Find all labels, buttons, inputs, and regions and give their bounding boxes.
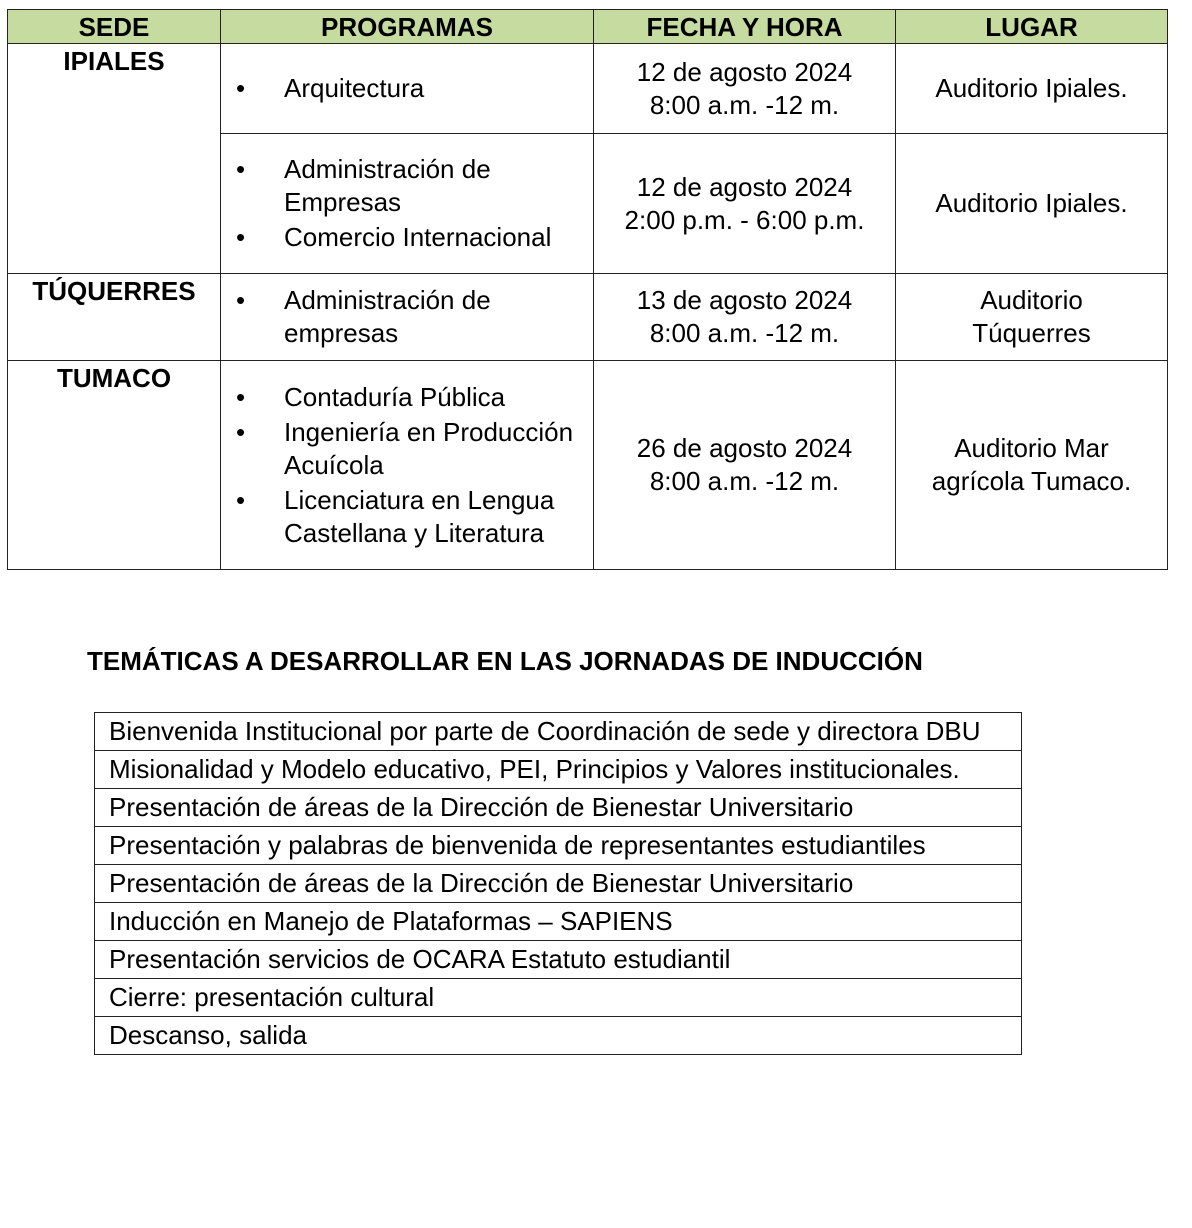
place-cell <box>896 44 1168 134</box>
programs-list <box>221 153 593 254</box>
sede-name: TUMACO <box>56 363 172 393</box>
program-item: • Arquitectura <box>221 72 593 105</box>
time-text: 8:00 a.m. -12 m. <box>649 89 840 120</box>
table-row <box>95 789 1022 827</box>
topic-item: Inducción en Manejo de Plataformas – SAPIENS <box>95 903 1022 941</box>
time-text: 8:00 a.m. -12 m. <box>649 318 840 348</box>
programs-list <box>221 381 593 550</box>
topic-item: Misionalidad y Modelo educativo, PEI, Principios y Valores institucionales. <box>95 751 1022 789</box>
table-row <box>8 361 1168 570</box>
header-programas: PROGRAMAS <box>221 10 594 44</box>
header-lugar: LUGAR <box>896 10 1168 44</box>
program-item: • Comercio Internacional <box>221 221 593 254</box>
place-text: Auditorio Ipiales. <box>935 188 1128 218</box>
sede-cell <box>8 274 221 361</box>
topics-table <box>94 712 1022 1055</box>
place-cell <box>896 274 1168 361</box>
table-row <box>8 44 1168 134</box>
table-row <box>95 941 1022 979</box>
place-text: Auditorio Mar <box>954 433 1109 463</box>
programs-cell <box>221 274 594 361</box>
table-row <box>95 979 1022 1017</box>
sede-name: TÚQUERRES <box>32 276 196 306</box>
date-text: 12 de agosto 2024 <box>636 171 853 202</box>
date-text: 12 de agosto 2024 <box>636 56 853 87</box>
topic-item: Presentación y palabras de bienvenida de representantes estudiantiles <box>95 827 1022 865</box>
table-row <box>95 827 1022 865</box>
time-text: 8:00 a.m. -12 m. <box>649 466 840 496</box>
header-sede: SEDE <box>8 10 221 44</box>
place-text: Auditorio <box>980 285 1083 315</box>
program-item: • Administración de Empresas <box>221 153 593 219</box>
programs-cell <box>221 361 594 570</box>
program-item: • Administración de empresas <box>221 284 593 350</box>
schedule-table <box>7 9 1168 570</box>
table-row <box>95 751 1022 789</box>
table-row <box>8 274 1168 361</box>
sede-name: IPIALES <box>63 46 165 76</box>
program-item: • Contaduría Pública <box>221 381 593 414</box>
date-time-cell <box>594 361 896 570</box>
table-row <box>95 713 1022 751</box>
topic-item: Presentación de áreas de la Dirección de Bienestar Universitario <box>95 865 1022 903</box>
topic-item: Presentación de áreas de la Dirección de Bienestar Universitario <box>95 789 1022 827</box>
date-text: 13 de agosto 2024 <box>636 285 853 315</box>
program-item: • Ingeniería en Producción Acuícola <box>221 416 593 482</box>
sede-cell <box>8 44 221 274</box>
sede-cell <box>8 361 221 570</box>
topic-item: Bienvenida Institucional por parte de Coordinación de sede y directora DBU <box>95 713 1022 751</box>
topic-item: Presentación servicios de OCARA Estatuto estudiantil <box>95 941 1022 979</box>
place-text: agrícola Tumaco. <box>931 466 1132 496</box>
topic-item: Cierre: presentación cultural <box>95 979 1022 1017</box>
programs-cell <box>221 134 594 274</box>
schedule-header-row <box>8 10 1168 44</box>
date-time-cell <box>594 274 896 361</box>
programs-list <box>221 72 593 105</box>
program-item: • Licenciatura en Lengua Castellana y Literatura <box>221 484 593 550</box>
topic-item: Descanso, salida <box>95 1017 1022 1055</box>
date-time-cell <box>594 134 896 274</box>
table-row <box>95 865 1022 903</box>
programs-list <box>221 284 593 350</box>
date-text: 26 de agosto 2024 <box>636 433 853 463</box>
place-cell <box>896 134 1168 274</box>
table-row <box>95 1017 1022 1055</box>
programs-cell <box>221 44 594 134</box>
place-cell <box>896 361 1168 570</box>
place-text: Túquerres <box>972 318 1091 348</box>
time-text: 2:00 p.m. - 6:00 p.m. <box>624 204 865 235</box>
table-row <box>95 903 1022 941</box>
header-fecha-hora: FECHA Y HORA <box>594 10 896 44</box>
topics-heading: TEMÁTICAS A DESARROLLAR EN LAS JORNADAS DE INDUCCIÓN <box>87 646 923 676</box>
date-time-cell <box>594 44 896 134</box>
place-text: Auditorio Ipiales. <box>935 73 1128 103</box>
